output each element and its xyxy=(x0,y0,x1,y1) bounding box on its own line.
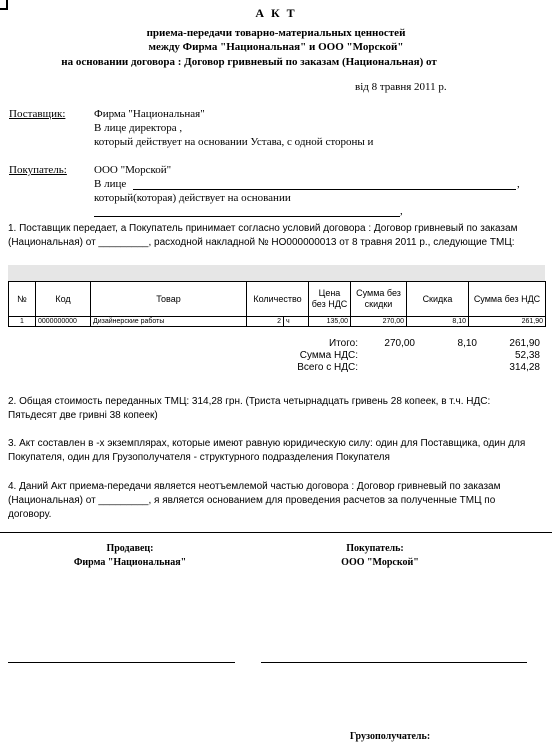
doc-title: А К Т xyxy=(255,6,297,20)
doc-date: від 8 травня 2011 р. xyxy=(355,81,447,93)
row-unit: ч xyxy=(286,318,290,325)
doc-subtitle-2: между Фирма "Национальная" и ООО "Морской" xyxy=(148,41,404,53)
row-total: 261,90 xyxy=(469,317,546,327)
paragraph-3: 3. Акт составлен в -х экземплярах, которые имеют равную юридическую силу: один для Поставщика, один для Покупателя, один для Грузополучателя - структурного подразделения Покупателя xyxy=(8,438,526,463)
totals-itogo-total: 261,90 xyxy=(509,338,540,349)
supplier-name: Фирма "Национальная" xyxy=(94,108,205,120)
paragraph-2: 2. Общая стоимость переданных ТМЦ: 314,28 грн. (Триста четырнадцать гривень 28 копеек, в т.ч. НДС: Пятьдесят две гривні 38 копеек) xyxy=(8,396,491,421)
totals-grand-label: Всего с НДС: xyxy=(297,362,358,373)
totals-vat-label: Сумма НДС: xyxy=(299,350,358,361)
totals-vat-value: 52,38 xyxy=(514,350,540,361)
buyer-basis-line xyxy=(94,216,400,217)
totals-itogo-discount: 8,10 xyxy=(457,338,477,349)
col-header-code: Код xyxy=(36,282,91,317)
buyer-rep: В лице xyxy=(94,178,127,190)
totals-itogo-sum: 270,00 xyxy=(384,338,415,349)
row-product: Дизайнерские работы xyxy=(91,317,247,327)
buyer-label: Покупатель: xyxy=(9,164,67,176)
totals-itogo-label: Итого: xyxy=(329,338,358,349)
buyer-sign-name: ООО "Морской" xyxy=(341,557,419,568)
seller-label: Продавец: xyxy=(106,543,154,554)
buyer-name: ООО "Морской" xyxy=(94,164,172,176)
col-header-product: Товар xyxy=(91,282,247,317)
row-quantity: 2 xyxy=(247,317,284,326)
seller-name: Фирма "Национальная" xyxy=(73,557,187,568)
buyer-basis: который(которая) действует на основании xyxy=(94,192,291,204)
col-header-quantity: Количество xyxy=(247,282,309,317)
totals-grand-value: 314,28 xyxy=(509,362,540,373)
paragraph-1: 1. Поставщик передает, а Покупатель принимает согласно условий договора : Договор гривневый по заказам (Национальная) от _________, расходной накладной № НО000000013 от 8 травня 2011 р., следующие ТМЦ: xyxy=(8,223,518,248)
supplier-rep: В лице директора , xyxy=(94,122,183,134)
col-header-discount: Скидка xyxy=(407,282,469,317)
row-sum: 270,00 xyxy=(351,317,407,327)
row-price: 135,00 xyxy=(309,317,351,327)
row-quantity-cell xyxy=(247,317,309,327)
table-gray-bar xyxy=(8,265,545,281)
buyer-basis-end: , xyxy=(400,205,403,217)
buyer-sign-label: Покупатель: xyxy=(346,543,404,554)
table-header-row xyxy=(9,282,546,317)
buyer-rep-line xyxy=(133,189,516,190)
doc-subtitle-1: приема-передачи товарно-материальных ценностей xyxy=(146,27,406,39)
supplier-basis: который действует на основании Устава, с одной стороны и xyxy=(94,136,374,148)
buyer-rep-end: , xyxy=(517,178,520,190)
paragraph-4: 4. Даний Акт приема-передачи является неотъемлемой частью договора : Договор гривневый по заказам (Национальная) от _________, я является основанием для проведения расчетов за полученные ТМЦ по договору. xyxy=(8,481,501,520)
buyer-signature-line xyxy=(261,662,527,663)
consignee-label: Грузополучатель: xyxy=(349,731,431,742)
separator-line xyxy=(0,532,552,533)
row-code: 0000000000 xyxy=(36,317,91,327)
goods-table xyxy=(8,281,546,327)
table-row xyxy=(9,317,546,327)
row-discount: 8,10 xyxy=(407,317,469,327)
col-header-total: Сумма без НДС xyxy=(469,282,546,317)
col-header-price: Цена без НДС xyxy=(309,282,351,317)
seller-signature-line xyxy=(8,662,235,663)
doc-subtitle-3: на основании договора : Договор гривневый по заказам (Национальная) от xyxy=(61,56,437,68)
col-header-sum: Сумма без скидки xyxy=(351,282,407,317)
row-num: 1 xyxy=(9,317,36,327)
supplier-label: Поставщик: xyxy=(9,108,66,120)
col-header-num: № xyxy=(9,282,36,317)
